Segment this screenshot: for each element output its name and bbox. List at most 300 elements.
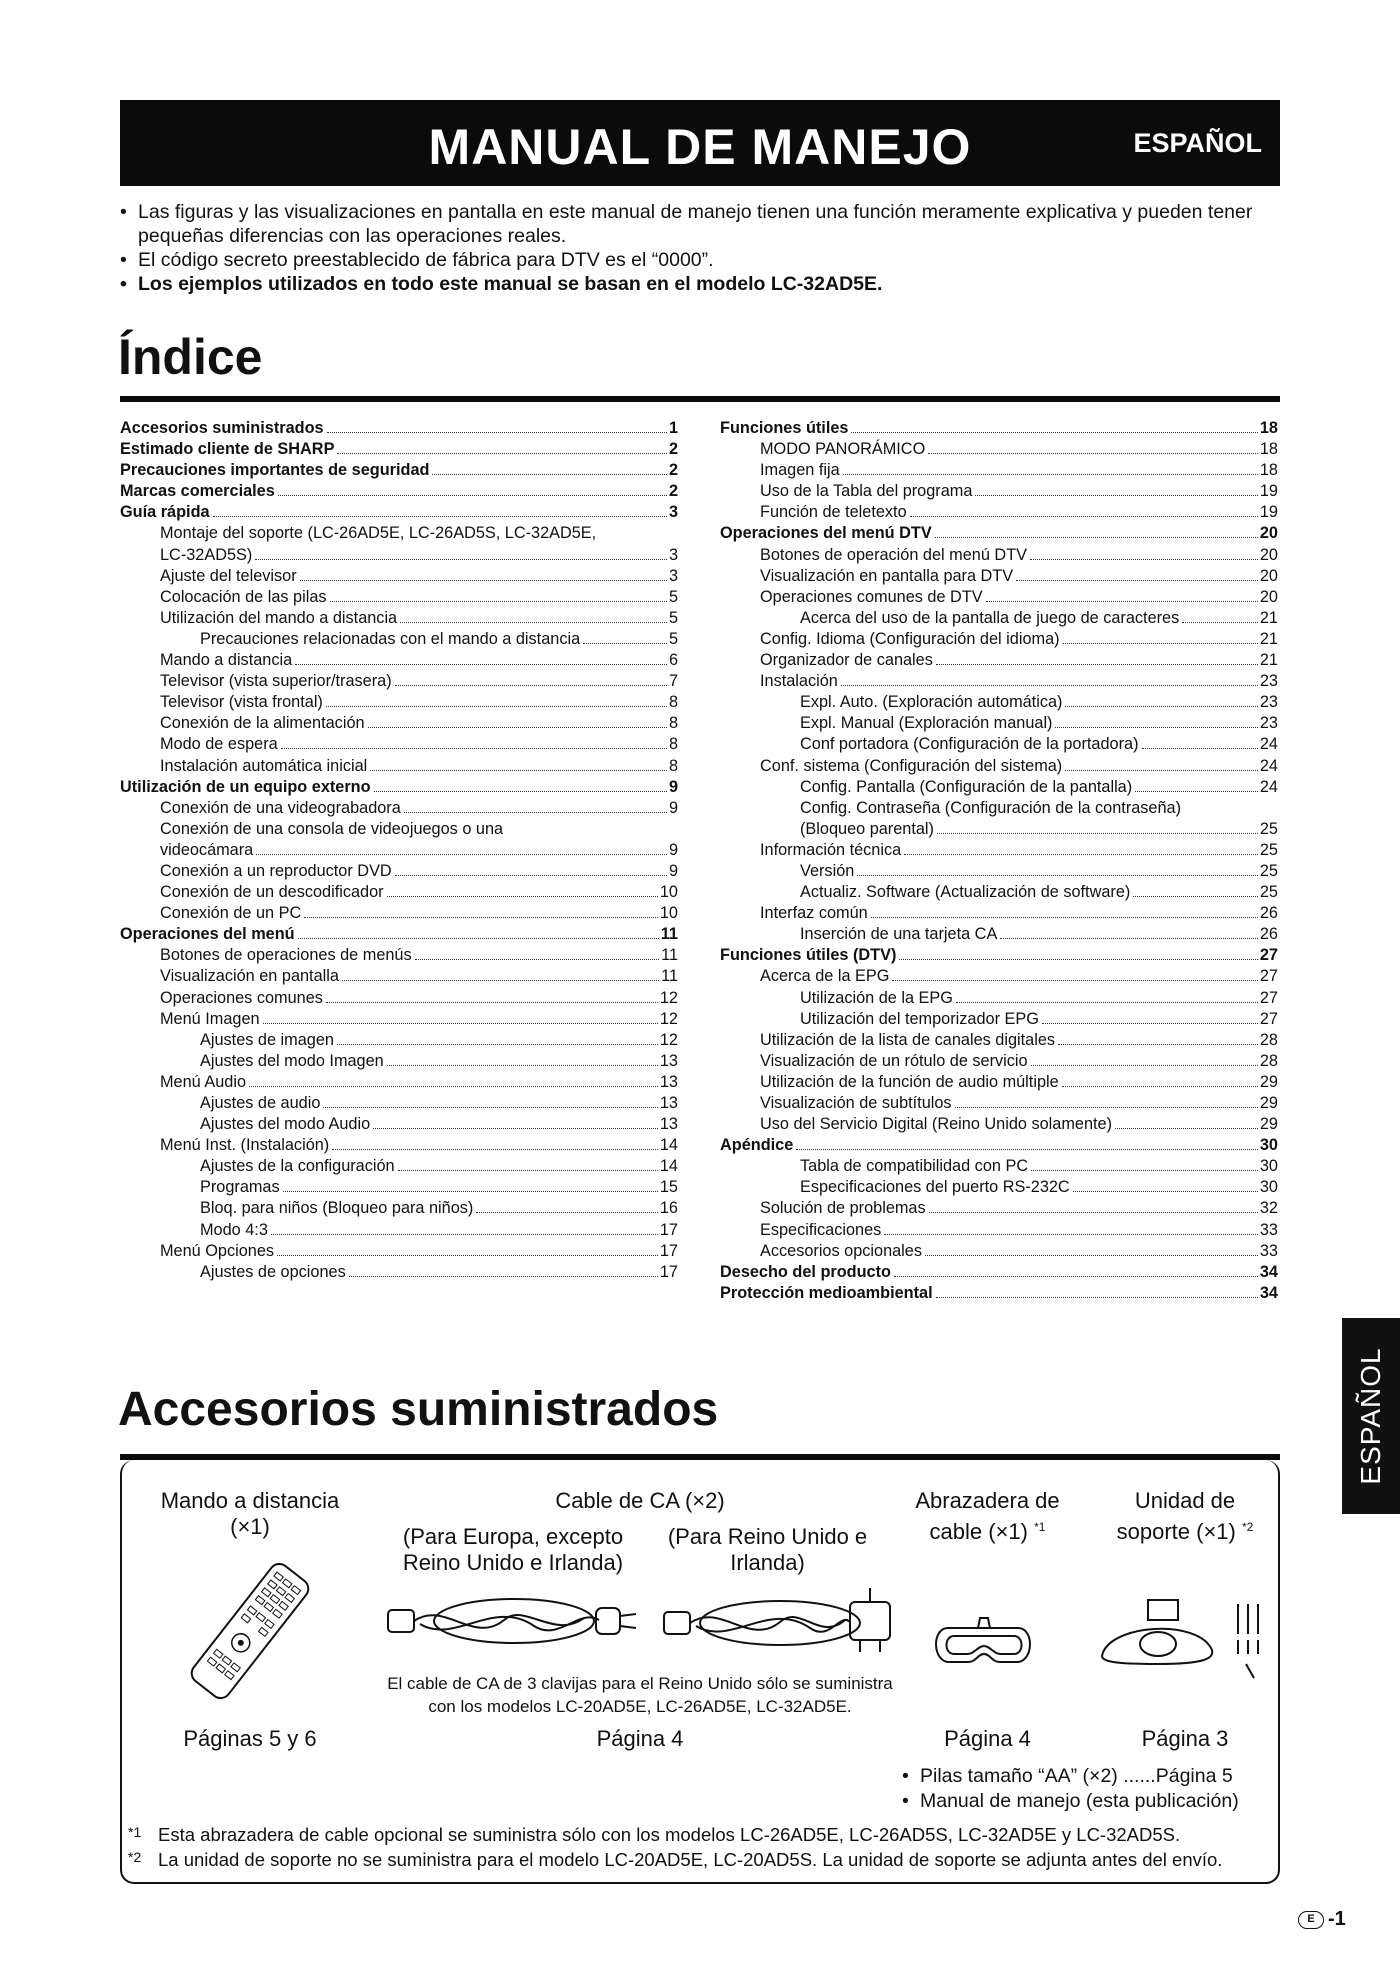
toc-entry[interactable]: [720, 650, 1278, 671]
toc-entry-label: Ajustes de audio: [200, 1094, 321, 1112]
toc-entry[interactable]: [720, 861, 1278, 882]
toc-entry-label: Uso del Servicio Digital (Reino Unido solamente): [760, 1115, 1113, 1134]
toc-entry-label: Menú Audio: [160, 1072, 246, 1091]
toc-entry-label: Protección medioambiental: [720, 1283, 933, 1302]
toc-entry-page: 23: [1259, 693, 1278, 712]
toc-entry[interactable]: [720, 1114, 1278, 1135]
toc-entry-label: Imagen fija: [760, 461, 840, 480]
toc-entry[interactable]: [120, 798, 678, 819]
toc-leader-dots: [213, 516, 667, 517]
toc-leader-dots: [304, 917, 658, 918]
toc-entry[interactable]: [720, 439, 1278, 460]
toc-entry-page: 24: [1259, 756, 1278, 775]
toc-entry-label: Televisor (vista superior/trasera): [160, 672, 392, 691]
toc-leader-dots: [1133, 896, 1258, 897]
toc-entry[interactable]: [120, 587, 678, 608]
toc-entry-label: Actualiz. Software (Actualización de software): [800, 883, 1131, 902]
toc-leader-dots: [1142, 748, 1258, 749]
language-side-tab: [1342, 1318, 1400, 1514]
toc-leader-dots: [255, 559, 667, 560]
toc-entry-page: 11: [660, 925, 678, 944]
toc-entry[interactable]: [120, 756, 678, 777]
toc-entry[interactable]: [720, 587, 1278, 608]
toc-entry-page: 17: [659, 1220, 678, 1239]
intro-notes: [118, 200, 1278, 296]
toc-entry[interactable]: [120, 1220, 678, 1241]
toc-leader-dots: [1065, 770, 1258, 771]
toc-entry-label: Menú Opciones: [160, 1241, 275, 1260]
toc-leader-dots: [368, 727, 667, 728]
header-bar: [120, 100, 1280, 186]
toc-entry-label: Accesorios opcionales: [760, 1241, 922, 1260]
toc-entry-page: 2: [668, 461, 678, 480]
toc-leader-dots: [910, 516, 1258, 517]
toc-entry-label: Programas: [200, 1178, 280, 1197]
toc-entry-page: 2: [668, 482, 678, 501]
toc-entry-label: Precauciones relacionadas con el mando a distancia: [200, 629, 581, 648]
toc-leader-dots: [295, 664, 667, 665]
toc-entry-label: videocámara: [160, 840, 254, 859]
toc-entry[interactable]: [120, 713, 678, 734]
toc-entry-page: 5: [668, 587, 678, 606]
toc-entry-label: Utilización de la EPG: [800, 988, 953, 1007]
toc-entry[interactable]: [720, 1220, 1278, 1241]
toc-entry-page: 11: [661, 967, 678, 986]
remote-name: Mando a distancia (×1): [160, 1488, 340, 1539]
toc-entry-page: 21: [1259, 651, 1278, 670]
toc-entry-label: Modo 4:3: [200, 1220, 268, 1239]
toc-entry[interactable]: [720, 502, 1278, 523]
toc-entry-label: Función de teletexto: [760, 503, 907, 522]
toc-entry-page: 5: [668, 629, 678, 648]
toc-leader-dots: [975, 495, 1257, 496]
toc-entry-page: 33: [1259, 1241, 1278, 1260]
toc-entry-page: 25: [1259, 840, 1278, 859]
toc-entry-label: Interfaz común: [760, 904, 868, 923]
toc-entry[interactable]: [120, 523, 678, 544]
toc-entry-label: Funciones útiles: [720, 419, 849, 437]
toc-leader-dots: [1000, 938, 1258, 939]
footnote-2: *2 La unidad de soporte no se suministra para el modelo LC-20AD5E, LC-20AD5S. La unidad de soporte se adjunta antes del envío.: [128, 1849, 1223, 1870]
toc-entry[interactable]: [720, 1283, 1278, 1304]
toc-entry[interactable]: [120, 1030, 678, 1051]
toc-entry[interactable]: [720, 819, 1278, 840]
toc-entry-page: 14: [659, 1136, 678, 1155]
toc-entry[interactable]: [720, 734, 1278, 755]
toc-entry-label: Tabla de compatibilidad con PC: [800, 1157, 1029, 1176]
toc-entry[interactable]: [720, 840, 1278, 861]
note-item: • Las figuras y las visualizaciones en pantalla en este manual de manejo tienen una función meramente explicativa y pueden tener pequeñas diferencias con las operaciones reales.: [118, 200, 1278, 248]
toc-entry[interactable]: [120, 1262, 678, 1283]
toc-entry-page: 8: [668, 693, 678, 712]
toc-leader-dots: [894, 1276, 1258, 1277]
toc-entry-label: Expl. Auto. (Exploración automática): [800, 693, 1063, 712]
manual-title: MANUAL DE MANEJO: [428, 119, 972, 175]
toc-entry-page: 17: [659, 1241, 678, 1260]
toc-leader-dots: [1016, 580, 1258, 581]
toc-entry[interactable]: [720, 798, 1278, 819]
toc-entry-label: Colocación de las pilas: [160, 587, 327, 606]
toc-entry[interactable]: [720, 523, 1278, 544]
toc-entry[interactable]: [720, 945, 1278, 966]
toc-entry[interactable]: [120, 608, 678, 629]
ac-cable-pages: Página 4: [596, 1726, 684, 1751]
toc-leader-dots: [398, 1170, 658, 1171]
toc-entry-label: LC-32AD5S): [160, 545, 253, 564]
toc-right-column: [720, 418, 1278, 1304]
toc-entry-page: 10: [659, 904, 678, 923]
toc-entry-page: 24: [1259, 777, 1278, 796]
toc-leader-dots: [1062, 1086, 1258, 1087]
toc-entry-label: Expl. Manual (Exploración manual): [800, 714, 1053, 733]
toc-rule: [120, 396, 1280, 402]
toc-leader-dots: [1031, 1065, 1258, 1066]
toc-entry-page: 25: [1259, 861, 1278, 880]
toc-leader-dots: [1031, 1170, 1258, 1171]
toc-entry[interactable]: [120, 777, 678, 798]
toc-entry[interactable]: [720, 713, 1278, 734]
note-item: • El código secreto preestablecido de fábrica para DTV es el “0000”.: [118, 248, 1278, 272]
toc-entry-label: Ajustes de imagen: [200, 1030, 334, 1049]
toc-entry[interactable]: [120, 945, 678, 966]
toc-entry-label: Operaciones del menú: [120, 925, 295, 944]
toc-entry[interactable]: [120, 629, 678, 650]
toc-leader-dots: [271, 1234, 658, 1235]
toc-entry-page: 23: [1259, 672, 1278, 691]
toc-entry[interactable]: [720, 1135, 1278, 1156]
toc-entry-label: Montaje del soporte (LC-26AD5E, LC-26AD5S, LC-32AD5E,: [160, 524, 597, 543]
toc-leader-dots: [1073, 1191, 1258, 1192]
toc-entry-page: 12: [659, 1030, 678, 1049]
toc-entry-page: 34: [1259, 1283, 1278, 1302]
toc-entry-label: Marcas comerciales: [120, 482, 275, 501]
toc-leader-dots: [323, 1107, 657, 1108]
toc-leader-dots: [476, 1212, 658, 1213]
toc-entry-page: 30: [1259, 1136, 1278, 1155]
toc-entry[interactable]: [720, 756, 1278, 777]
toc-leader-dots: [857, 875, 1258, 876]
toc-entry[interactable]: [120, 1135, 678, 1156]
toc-entry-page: 18: [1259, 419, 1278, 437]
toc-entry-page: 8: [668, 756, 678, 775]
toc-entry[interactable]: [120, 903, 678, 924]
toc-entry-label: Inserción de una tarjeta CA: [800, 925, 998, 944]
note-item: • Los ejemplos utilizados en todo este manual se basan en el modelo LC-32AD5E.: [118, 272, 1278, 296]
toc-leader-dots: [370, 770, 667, 771]
toc-entry-label: Accesorios suministrados: [120, 419, 324, 437]
toc-leader-dots: [327, 432, 667, 433]
toc-entry-label: Menú Imagen: [160, 1009, 260, 1028]
toc-entry-page: 6: [668, 651, 678, 670]
toc-entry[interactable]: [720, 1156, 1278, 1177]
ac-cable-note: El cable de CA de 3 clavijas para el Reino Unido sólo se suministra con los modelos LC-20AD5E, LC-26AD5E, LC-32AD5E.: [387, 1674, 893, 1716]
toc-entry[interactable]: [720, 671, 1278, 692]
footnote-1: *1 Esta abrazadera de cable opcional se suministra sólo con los modelos LC-26AD5E, LC-26AD5S, LC-32AD5E y LC-32AD5S.: [128, 1824, 1181, 1845]
toc-entry-page: 29: [1259, 1115, 1278, 1134]
toc-entry[interactable]: [120, 1051, 678, 1072]
toc-entry[interactable]: [720, 1009, 1278, 1030]
toc-entry-page: 33: [1259, 1220, 1278, 1239]
toc-leader-dots: [337, 1044, 658, 1045]
toc-entry[interactable]: [120, 1114, 678, 1135]
toc-entry-label: Utilización de un equipo externo: [120, 777, 371, 796]
toc-entry-page: 34: [1259, 1262, 1278, 1281]
toc-entry-label: Conexión de una videograbadora: [160, 798, 401, 817]
toc-entry[interactable]: [120, 460, 678, 481]
toc-leader-dots: [928, 453, 1258, 454]
toc-entry-page: 23: [1259, 714, 1278, 733]
toc-leader-dots: [342, 980, 659, 981]
toc-entry-page: 8: [668, 714, 678, 733]
toc-entry[interactable]: [120, 1072, 678, 1093]
toc-leader-dots: [387, 1065, 658, 1066]
toc-entry[interactable]: [120, 819, 678, 840]
toc-leader-dots: [326, 1002, 658, 1003]
toc-entry-label: Conf portadora (Configuración de la portadora): [800, 735, 1139, 754]
toc-entry[interactable]: [120, 502, 678, 523]
toc-leader-dots: [387, 896, 658, 897]
toc-entry[interactable]: [720, 966, 1278, 987]
toc-entry-page: 30: [1259, 1157, 1278, 1176]
toc-entry-label: Menú Inst. (Instalación): [160, 1136, 330, 1155]
toc-entry[interactable]: [720, 692, 1278, 713]
toc-leader-dots: [1030, 559, 1258, 560]
stand-unit-icon: [1098, 1594, 1268, 1686]
toc-entry[interactable]: [120, 840, 678, 861]
extra-accessories: [900, 1764, 1239, 1814]
toc-entry[interactable]: [120, 418, 678, 439]
toc-entry[interactable]: [120, 439, 678, 460]
toc-entry-label: MODO PANORÁMICO: [760, 440, 926, 459]
toc-entry-label: Utilización de la función de audio múltiple: [760, 1072, 1059, 1091]
toc-leader-dots: [937, 833, 1258, 834]
toc-leader-dots: [263, 1023, 658, 1024]
toc-entry-label: (Bloqueo parental): [800, 819, 934, 838]
ac-cable-uk: (Para Reino Unido e Irlanda): [667, 1524, 868, 1575]
toc-entry[interactable]: [720, 566, 1278, 587]
toc-entry-label: Visualización en pantalla para DTV: [760, 566, 1014, 585]
toc-entry[interactable]: [720, 1262, 1278, 1283]
toc-entry[interactable]: [720, 481, 1278, 502]
toc-entry[interactable]: [120, 1241, 678, 1262]
toc-entry-label: Mando a distancia: [160, 651, 293, 670]
toc-entry-page: 15: [659, 1178, 678, 1197]
toc-entry[interactable]: [720, 777, 1278, 798]
toc-leader-dots: [373, 1128, 658, 1129]
toc-entry[interactable]: [120, 1198, 678, 1219]
toc-entry[interactable]: [720, 1093, 1278, 1114]
toc-entry[interactable]: [720, 1072, 1278, 1093]
toc-entry[interactable]: [720, 629, 1278, 650]
ac-cable-name: Cable de CA (×2): [555, 1488, 725, 1513]
toc-entry[interactable]: [120, 924, 678, 945]
toc-entry-page: 13: [659, 1072, 678, 1091]
toc-entry-page: 3: [668, 566, 678, 585]
toc-entry-page: 9: [668, 840, 678, 859]
toc-entry-page: 12: [659, 988, 678, 1007]
toc-entry[interactable]: [120, 1177, 678, 1198]
toc-entry-label: Ajustes de la configuración: [200, 1157, 395, 1176]
toc-entry[interactable]: [120, 545, 678, 566]
toc-leader-dots: [432, 474, 666, 475]
toc-leader-dots: [1115, 1128, 1258, 1129]
toc-entry-page: 20: [1259, 545, 1278, 564]
toc-entry-label: Solución de problemas: [760, 1199, 926, 1218]
toc-entry-page: 18: [1259, 440, 1278, 459]
toc-leader-dots: [796, 1149, 1258, 1150]
toc-entry[interactable]: [120, 1156, 678, 1177]
toc-entry-label: Operaciones comunes de DTV: [760, 587, 983, 606]
toc-entry-page: 12: [659, 1009, 678, 1028]
toc-entry-label: Información técnica: [760, 840, 902, 859]
toc-leader-dots: [415, 959, 659, 960]
toc-entry-page: 16: [659, 1199, 678, 1218]
toc-entry-page: 20: [1259, 566, 1278, 585]
ac-cable-europe-icon: [384, 1590, 644, 1654]
toc-entry[interactable]: [720, 903, 1278, 924]
toc-entry[interactable]: [120, 671, 678, 692]
language-badge: E: [1298, 1911, 1324, 1929]
toc-entry-label: Organizador de canales: [760, 651, 933, 670]
toc-entry-page: 14: [659, 1157, 678, 1176]
toc-leader-dots: [1058, 1044, 1258, 1045]
toc-leader-dots: [851, 432, 1257, 433]
toc-entry[interactable]: [120, 734, 678, 755]
toc-entry[interactable]: [120, 650, 678, 671]
toc-leader-dots: [936, 1297, 1258, 1298]
stand-name: Unidad de: [1134, 1488, 1236, 1513]
toc-entry-label: Bloq. para niños (Bloqueo para niños): [200, 1199, 474, 1218]
toc-entry-page: 27: [1259, 946, 1278, 965]
toc-entry-page: 9: [668, 777, 678, 796]
toc-entry-label: Acerca del uso de la pantalla de juego de caracteres: [800, 608, 1180, 627]
toc-leader-dots: [1042, 1023, 1258, 1024]
toc-entry-label: Apéndice: [720, 1136, 794, 1155]
toc-leader-dots: [884, 1234, 1258, 1235]
toc-entry-page: 11: [661, 946, 678, 965]
toc-title: Índice: [118, 329, 263, 385]
accessories-title: Accesorios suministrados: [118, 1383, 719, 1436]
clamp-pages: Página 4: [944, 1726, 1031, 1751]
toc-entry-page: 13: [659, 1115, 678, 1134]
toc-entry-label: Uso de la Tabla del programa: [760, 482, 973, 501]
toc-entry[interactable]: [120, 861, 678, 882]
toc-entry-page: 13: [659, 1051, 678, 1070]
toc-leader-dots: [955, 1107, 1258, 1108]
toc-entry-label: Operaciones del menú DTV: [720, 524, 932, 543]
toc-entry[interactable]: [720, 1198, 1278, 1219]
toc-leader-dots: [583, 643, 667, 644]
toc-entry[interactable]: [720, 1177, 1278, 1198]
toc-entry[interactable]: [120, 882, 678, 903]
toc-entry-page: 2: [668, 440, 678, 459]
toc-leader-dots: [283, 1191, 658, 1192]
toc-entry-page: 9: [668, 798, 678, 817]
toc-leader-dots: [374, 791, 667, 792]
toc-leader-dots: [404, 812, 667, 813]
toc-entry-label: Instalación automática inicial: [160, 756, 368, 775]
toc-entry-page: 27: [1259, 1009, 1278, 1028]
toc-entry[interactable]: [720, 608, 1278, 629]
toc-leader-dots: [330, 601, 667, 602]
toc-entry-page: 3: [668, 503, 678, 522]
toc-entry[interactable]: [720, 1241, 1278, 1262]
toc-leader-dots: [843, 474, 1258, 475]
toc-leader-dots: [892, 980, 1257, 981]
toc-leader-dots: [300, 580, 667, 581]
toc-entry-label: Config. Idioma (Configuración del idioma): [760, 629, 1060, 648]
toc-entry-label: Ajustes del modo Audio: [200, 1115, 371, 1134]
toc-entry[interactable]: [720, 1051, 1278, 1072]
toc-entry[interactable]: [120, 988, 678, 1009]
toc-entry-label: Ajustes del modo Imagen: [200, 1051, 384, 1070]
toc-entry[interactable]: [120, 966, 678, 987]
toc-entry-label: Botones de operaciones de menús: [160, 946, 412, 965]
toc-entry-label: Conexión a un reproductor DVD: [160, 861, 392, 880]
toc-entry-label: Visualización en pantalla: [160, 967, 339, 986]
toc-entry-page: 29: [1259, 1072, 1278, 1091]
toc-entry-label: Operaciones comunes: [160, 988, 323, 1007]
toc-entry[interactable]: [120, 1093, 678, 1114]
toc-entry-page: 21: [1259, 608, 1278, 627]
toc-leader-dots: [249, 1086, 658, 1087]
toc-entry[interactable]: [720, 988, 1278, 1009]
toc-entry[interactable]: [720, 460, 1278, 481]
toc-leader-dots: [298, 938, 659, 939]
toc-entry[interactable]: [120, 481, 678, 502]
toc-entry-page: 30: [1259, 1178, 1278, 1197]
toc-entry-label: Utilización del mando a distancia: [160, 608, 398, 627]
toc-entry-label: Desecho del producto: [720, 1262, 891, 1281]
toc-leader-dots: [956, 1002, 1258, 1003]
ac-cable-uk-icon: [660, 1582, 904, 1658]
stand-pages: Página 3: [1141, 1726, 1229, 1751]
toc-leader-dots: [904, 854, 1258, 855]
toc-entry-page: 32: [1259, 1199, 1278, 1218]
toc-leader-dots: [986, 601, 1258, 602]
toc-entry[interactable]: [720, 882, 1278, 903]
toc-entry-page: 19: [1259, 503, 1278, 522]
toc-entry[interactable]: [120, 692, 678, 713]
toc-leader-dots: [1182, 622, 1258, 623]
language-label: ESPAÑOL: [1133, 128, 1262, 158]
toc-entry-label: Botones de operación del menú DTV: [760, 545, 1027, 564]
toc-entry[interactable]: [720, 545, 1278, 566]
toc-entry-label: Config. Pantalla (Configuración de la pantalla): [800, 777, 1133, 796]
toc-entry-page: 13: [659, 1094, 678, 1112]
toc-entry-label: Ajustes de opciones: [200, 1262, 346, 1281]
toc-entry-label: Funciones útiles (DTV): [720, 946, 897, 965]
toc-entry-page: 24: [1259, 735, 1278, 754]
toc-entry-page: 9: [668, 861, 678, 880]
toc-entry-label: Visualización de un rótulo de servicio: [760, 1051, 1028, 1070]
toc-entry[interactable]: [720, 418, 1278, 439]
toc-leader-dots: [841, 685, 1258, 686]
toc-entry-page: 21: [1259, 629, 1278, 648]
toc-entry[interactable]: [720, 1030, 1278, 1051]
toc-leader-dots: [326, 706, 667, 707]
toc-entry-page: 29: [1259, 1094, 1278, 1112]
remote-control-icon: [180, 1556, 320, 1706]
toc-entry[interactable]: [720, 924, 1278, 945]
toc-entry[interactable]: [120, 1009, 678, 1030]
toc-entry-page: 28: [1259, 1051, 1278, 1070]
toc-entry[interactable]: [120, 566, 678, 587]
stand-name-line: soporte (×1) $^{*2}$: [1116, 1519, 1254, 1544]
remote-pages: Páginas 5 y 6: [183, 1726, 317, 1751]
toc-leader-dots: [395, 685, 667, 686]
toc-entry-label: Conexión de un descodificador: [160, 883, 384, 902]
